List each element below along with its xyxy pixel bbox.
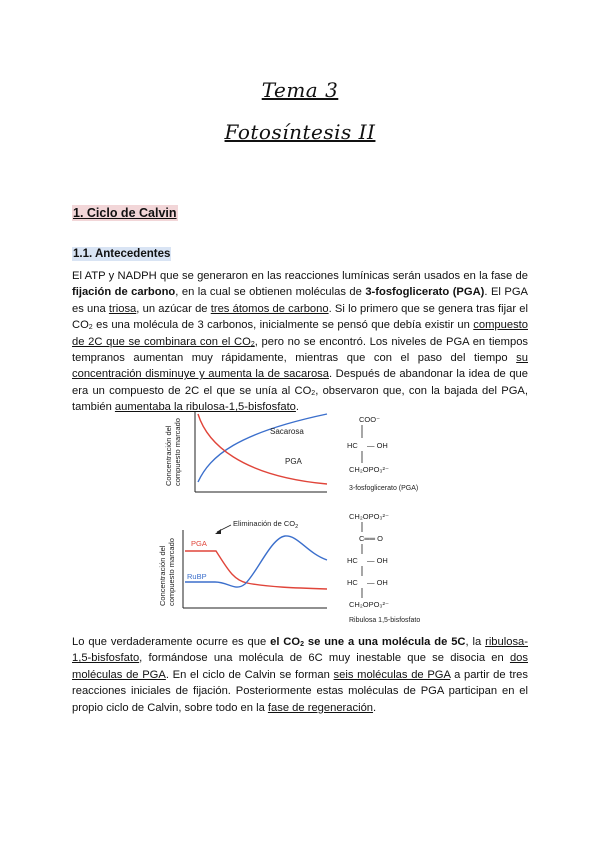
rubp-hc-2: HC <box>347 578 358 587</box>
rubp-structure <box>347 512 420 624</box>
bottom-graph-ylabel-1: Concentración del <box>158 545 167 606</box>
pga-oh: — OH <box>367 441 388 450</box>
rubp-caption: Ribulosa 1,5-bisfosfato <box>349 617 421 624</box>
rubp-co: C══ O <box>359 534 383 543</box>
rubp-label: RuBP <box>187 572 207 581</box>
pga-ch2: CH₂OPO₃²⁻ <box>349 465 389 474</box>
rubp-oh-1: — OH <box>367 556 388 565</box>
bottom-graph <box>158 519 327 608</box>
top-graph-ylabel-1: Concentración del <box>164 425 173 486</box>
top-graph <box>164 412 327 492</box>
doc-title-tema: Tema 3 <box>261 78 339 102</box>
paragraph-antecedentes: El ATP y NADPH que se generaron en las reacciones lumínicas serán usados en la fase de fijación de carbono, en la cual se obtienen moléculas de 3-fosfoglicerato (PGA). El PGA es una triosa, un azúcar de tres átomos de carbono. Si lo primero que se genera tras fijar el $CO_2$ es una molécula de 3 carbonos, inicialmente se pensó que debía existir un compuesto de 2C que se combinara con el $CO_2$, pero no se encontró. Los niveles de PGA en tiempos tempranos aumentan muy rápidamente, mientras que con el paso del tiempo su concentración disminuye y aumenta la de sacarosa. Después de abandonar la idea de que era un compuesto de 2C el que se unía al $CO_2$, observaron que, con la bajada del PGA, también aumentaba la ribulosa-1,5-bisfosfato. <box>72 270 529 414</box>
pga-label-bottom: PGA <box>191 539 207 548</box>
pga-curve-top <box>198 414 327 484</box>
subsection-heading: 1.1. Antecedentes <box>73 248 171 260</box>
calvin-figure <box>145 408 445 626</box>
rubp-hc-1: HC <box>347 556 358 565</box>
bottom-graph-ylabel-2: compuesto marcado <box>167 538 176 606</box>
top-graph-ylabel-2: compuesto marcado <box>173 418 182 486</box>
elimination-label: Eliminación de $CO_2$ <box>233 519 299 530</box>
paragraph-calvin-fixation: Lo que verdaderamente ocurre es que el $CO_2$ se une a una molécula de 5C, la ribulosa-1,5-bisfosfato, formándose una molécula de 6C muy inestable que se disocia en dos moléculas de PGA. En el ciclo de Calvin se forman seis moléculas de PGA a partir de tres reacciones iniciales de fijación. Posteriormente estas moléculas de PGA participan en el propio ciclo de Calvin, sobre todo en la fase de regeneración. <box>72 636 528 714</box>
rubp-ch2-bottom: CH₂OPO₃²⁻ <box>349 600 389 609</box>
pga-coo: COO⁻ <box>359 415 381 424</box>
pga-caption: 3-fosfoglicerato (PGA) <box>349 485 419 492</box>
rubp-ch2-top: CH₂OPO₃²⁻ <box>349 512 389 521</box>
elimination-arrowhead-icon <box>215 529 221 534</box>
pga-label-top: PGA <box>285 457 302 466</box>
pga-structure <box>347 415 418 492</box>
sacarosa-label: Sacarosa <box>270 427 304 436</box>
sacarosa-curve <box>198 414 327 482</box>
pga-hc: HC <box>347 441 358 450</box>
rubp-oh-2: — OH <box>367 578 388 587</box>
doc-title-topic: Fotosíntesis II <box>224 120 376 144</box>
section-heading: 1. Ciclo de Calvin <box>73 206 177 220</box>
